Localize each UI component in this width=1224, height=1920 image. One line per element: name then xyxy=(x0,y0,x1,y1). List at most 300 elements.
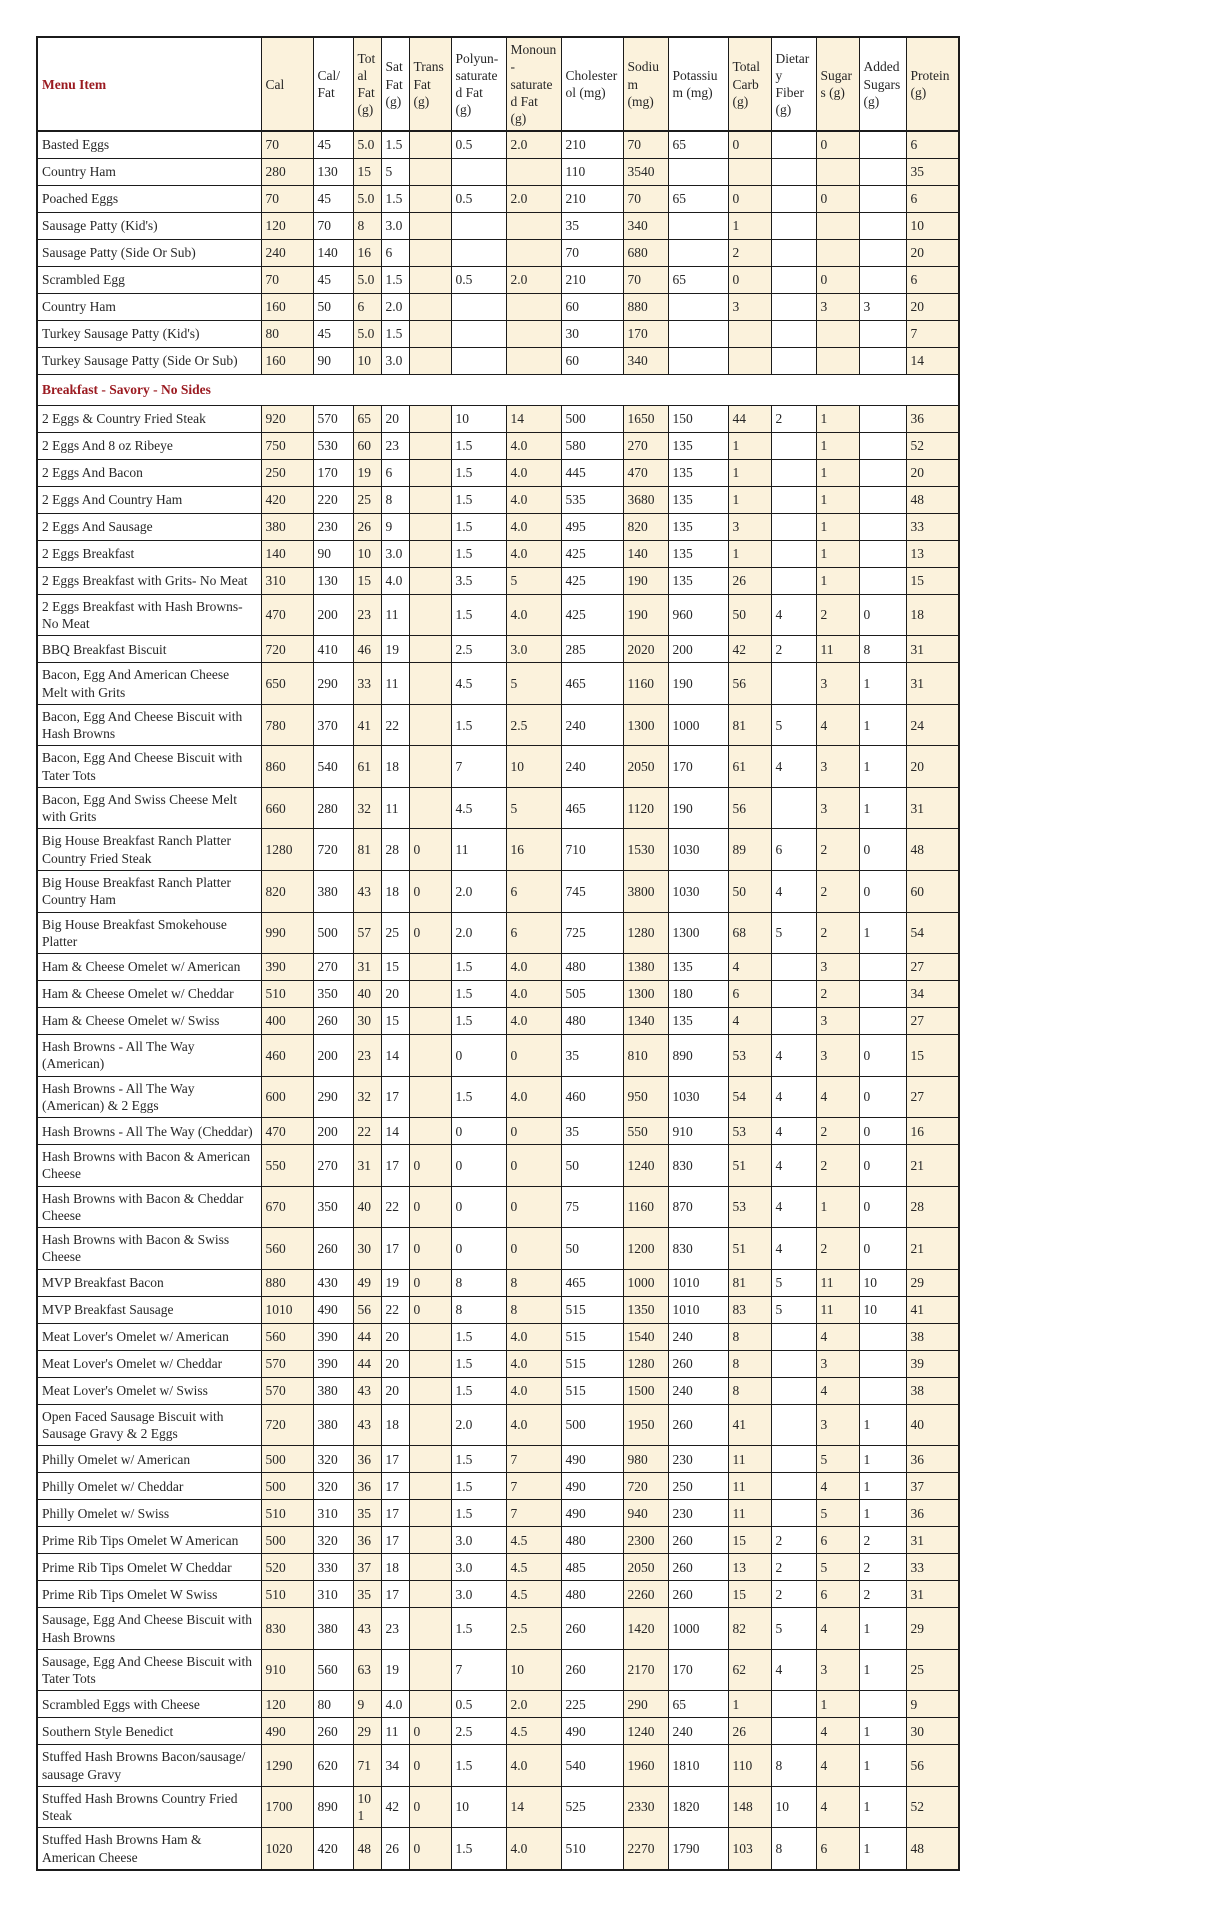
value-cell: 515 xyxy=(561,1323,623,1350)
table-row xyxy=(37,1008,959,1035)
value-cell: 270 xyxy=(313,954,353,981)
menu-item-cell: Sausage, Egg And Cheese Biscuit with Hash Browns xyxy=(37,1608,261,1650)
value-cell: 720 xyxy=(261,1404,313,1446)
value-cell: 1 xyxy=(859,1786,906,1828)
value-cell: 4.0 xyxy=(506,1350,561,1377)
value-cell: 8 xyxy=(859,636,906,663)
value-cell: 1 xyxy=(728,486,771,513)
value-cell: 160 xyxy=(261,347,313,374)
value-cell: 20 xyxy=(381,981,409,1008)
value-cell: 4 xyxy=(771,746,816,788)
value-cell: 570 xyxy=(261,1350,313,1377)
value-cell: 4 xyxy=(771,1076,816,1118)
menu-item-cell: Basted Eggs xyxy=(37,131,261,158)
value-cell xyxy=(771,513,816,540)
menu-item-cell: Meat Lover's Omelet w/ American xyxy=(37,1323,261,1350)
value-cell: 260 xyxy=(668,1350,728,1377)
menu-item-cell: Meat Lover's Omelet w/ Swiss xyxy=(37,1377,261,1404)
value-cell: 1 xyxy=(728,212,771,239)
value-cell: 425 xyxy=(561,594,623,636)
value-cell: 11 xyxy=(816,636,859,663)
value-cell: 4.0 xyxy=(506,486,561,513)
menu-item-cell: Prime Rib Tips Omelet W Swiss xyxy=(37,1581,261,1608)
value-cell: 3 xyxy=(728,293,771,320)
value-cell: 36 xyxy=(353,1446,381,1473)
value-cell: 0 xyxy=(816,266,859,293)
value-cell: 2.5 xyxy=(506,704,561,746)
value-cell xyxy=(771,1404,816,1446)
value-cell: 5 xyxy=(771,912,816,954)
value-cell: 290 xyxy=(623,1691,668,1718)
value-cell: 31 xyxy=(906,787,959,829)
value-cell: 1.5 xyxy=(451,704,506,746)
value-cell: 260 xyxy=(668,1581,728,1608)
value-cell: 4 xyxy=(816,1608,859,1650)
value-cell: 1.5 xyxy=(451,486,506,513)
value-cell xyxy=(771,1350,816,1377)
value-cell: 1 xyxy=(859,787,906,829)
menu-item-cell: Open Faced Sausage Biscuit with Sausage Gravy & 2 Eggs xyxy=(37,1404,261,1446)
menu-item-cell: Hash Browns - All The Way (American) & 2 Eggs xyxy=(37,1076,261,1118)
table-row xyxy=(37,513,959,540)
value-cell xyxy=(859,185,906,212)
value-cell: 53 xyxy=(728,1186,771,1228)
table-row xyxy=(37,1350,959,1377)
value-cell xyxy=(859,1691,906,1718)
value-cell: 210 xyxy=(561,185,623,212)
value-cell: 42 xyxy=(728,636,771,663)
value-cell: 4 xyxy=(771,1035,816,1077)
value-cell: 260 xyxy=(313,1718,353,1745)
value-cell: 4.5 xyxy=(506,1581,561,1608)
column-header: Sodium (mg) xyxy=(623,37,668,131)
value-cell: 230 xyxy=(668,1446,728,1473)
value-cell: 1000 xyxy=(623,1269,668,1296)
value-cell: 60 xyxy=(906,871,959,913)
value-cell xyxy=(771,459,816,486)
value-cell xyxy=(728,347,771,374)
value-cell: 6 xyxy=(906,185,959,212)
menu-item-cell: Bacon, Egg And Cheese Biscuit with Hash Browns xyxy=(37,704,261,746)
value-cell: 2.0 xyxy=(506,185,561,212)
value-cell: 3.0 xyxy=(381,212,409,239)
value-cell: 56 xyxy=(353,1296,381,1323)
value-cell: 25 xyxy=(353,486,381,513)
value-cell xyxy=(409,486,451,513)
value-cell: 8 xyxy=(728,1377,771,1404)
value-cell: 36 xyxy=(353,1473,381,1500)
value-cell xyxy=(859,405,906,432)
value-cell: 110 xyxy=(561,158,623,185)
value-cell: 1790 xyxy=(668,1828,728,1870)
value-cell: 10 xyxy=(451,1786,506,1828)
column-header: Protein (g) xyxy=(906,37,959,131)
value-cell: 82 xyxy=(728,1608,771,1650)
value-cell: 820 xyxy=(261,871,313,913)
value-cell: 41 xyxy=(906,1296,959,1323)
menu-item-cell: Ham & Cheese Omelet w/ American xyxy=(37,954,261,981)
value-cell: 28 xyxy=(381,829,409,871)
value-cell: 2 xyxy=(859,1554,906,1581)
value-cell xyxy=(668,320,728,347)
menu-item-cell: Country Ham xyxy=(37,293,261,320)
value-cell: 5.0 xyxy=(353,320,381,347)
value-cell: 0.5 xyxy=(451,266,506,293)
value-cell xyxy=(409,347,451,374)
value-cell: 1.5 xyxy=(451,432,506,459)
value-cell xyxy=(668,212,728,239)
value-cell: 1 xyxy=(859,912,906,954)
value-cell: 26 xyxy=(353,513,381,540)
value-cell: 38 xyxy=(906,1377,959,1404)
column-header: Cal xyxy=(261,37,313,131)
value-cell: 3.0 xyxy=(381,540,409,567)
value-cell: 22 xyxy=(381,1186,409,1228)
value-cell: 5 xyxy=(816,1446,859,1473)
value-cell: 10 xyxy=(859,1296,906,1323)
value-cell: 4 xyxy=(771,871,816,913)
value-cell: 4.0 xyxy=(506,1828,561,1870)
value-cell: 720 xyxy=(313,829,353,871)
menu-item-cell: Sausage Patty (Side Or Sub) xyxy=(37,239,261,266)
value-cell xyxy=(816,158,859,185)
value-cell xyxy=(409,1008,451,1035)
value-cell: 15 xyxy=(728,1581,771,1608)
value-cell: 4.0 xyxy=(506,1377,561,1404)
value-cell xyxy=(409,1500,451,1527)
value-cell: 20 xyxy=(381,405,409,432)
value-cell: 2 xyxy=(771,636,816,663)
value-cell: 2 xyxy=(816,594,859,636)
value-cell: 6 xyxy=(906,266,959,293)
value-cell: 0 xyxy=(506,1035,561,1077)
value-cell: 63 xyxy=(353,1649,381,1691)
value-cell: 4.0 xyxy=(506,954,561,981)
value-cell: 3540 xyxy=(623,158,668,185)
value-cell: 1.5 xyxy=(451,1473,506,1500)
value-cell: 1950 xyxy=(623,1404,668,1446)
value-cell: 31 xyxy=(906,636,959,663)
value-cell xyxy=(506,239,561,266)
menu-item-cell: BBQ Breakfast Biscuit xyxy=(37,636,261,663)
value-cell: 1 xyxy=(816,513,859,540)
value-cell: 53 xyxy=(728,1035,771,1077)
table-row xyxy=(37,1076,959,1118)
value-cell: 0 xyxy=(859,1118,906,1145)
value-cell: 4 xyxy=(771,1118,816,1145)
menu-item-cell: Turkey Sausage Patty (Kid's) xyxy=(37,320,261,347)
value-cell: 27 xyxy=(906,1008,959,1035)
value-cell: 890 xyxy=(668,1035,728,1077)
value-cell: 80 xyxy=(313,1691,353,1718)
menu-item-cell: 2 Eggs And Country Ham xyxy=(37,486,261,513)
table-row xyxy=(37,459,959,486)
value-cell xyxy=(859,981,906,1008)
value-cell: 410 xyxy=(313,636,353,663)
value-cell: 1160 xyxy=(623,663,668,705)
value-cell: 44 xyxy=(353,1350,381,1377)
value-cell: 45 xyxy=(313,131,353,158)
value-cell: 1 xyxy=(859,1828,906,1870)
value-cell: 2 xyxy=(771,1527,816,1554)
value-cell: 200 xyxy=(313,1035,353,1077)
value-cell: 61 xyxy=(728,746,771,788)
value-cell: 41 xyxy=(728,1404,771,1446)
value-cell: 11 xyxy=(381,594,409,636)
value-cell: 3 xyxy=(816,1649,859,1691)
value-cell: 3.0 xyxy=(451,1554,506,1581)
value-cell: 2.0 xyxy=(451,1404,506,1446)
table-row xyxy=(37,1296,959,1323)
value-cell: 5 xyxy=(506,663,561,705)
value-cell: 420 xyxy=(261,486,313,513)
table-row xyxy=(37,1269,959,1296)
value-cell: 0 xyxy=(451,1118,506,1145)
value-cell: 31 xyxy=(906,1581,959,1608)
value-cell: 120 xyxy=(261,1691,313,1718)
value-cell: 720 xyxy=(261,636,313,663)
value-cell: 210 xyxy=(561,266,623,293)
value-cell: 0 xyxy=(816,131,859,158)
table-row xyxy=(37,787,959,829)
value-cell: 41 xyxy=(353,704,381,746)
value-cell xyxy=(506,293,561,320)
value-cell: 7 xyxy=(506,1473,561,1500)
value-cell: 200 xyxy=(668,636,728,663)
value-cell: 1.5 xyxy=(451,594,506,636)
value-cell: 39 xyxy=(906,1350,959,1377)
value-cell: 680 xyxy=(623,239,668,266)
value-cell: 860 xyxy=(261,746,313,788)
value-cell: 27 xyxy=(906,1076,959,1118)
value-cell: 18 xyxy=(381,746,409,788)
value-cell: 1030 xyxy=(668,1076,728,1118)
value-cell xyxy=(451,212,506,239)
value-cell: 5 xyxy=(771,704,816,746)
table-row xyxy=(37,663,959,705)
menu-item-cell: Scrambled Eggs with Cheese xyxy=(37,1691,261,1718)
value-cell xyxy=(668,347,728,374)
value-cell: 4.0 xyxy=(506,540,561,567)
value-cell: 1 xyxy=(859,1500,906,1527)
value-cell: 600 xyxy=(261,1076,313,1118)
value-cell xyxy=(409,1350,451,1377)
value-cell: 34 xyxy=(381,1745,409,1787)
table-row xyxy=(37,266,959,293)
value-cell: 4 xyxy=(816,1718,859,1745)
value-cell: 3 xyxy=(728,513,771,540)
value-cell: 5.0 xyxy=(353,131,381,158)
table-row xyxy=(37,1377,959,1404)
value-cell: 230 xyxy=(668,1500,728,1527)
value-cell: 8 xyxy=(728,1323,771,1350)
value-cell: 580 xyxy=(561,432,623,459)
value-cell: 310 xyxy=(261,567,313,594)
value-cell: 135 xyxy=(668,486,728,513)
value-cell: 1.5 xyxy=(381,266,409,293)
value-cell: 2 xyxy=(728,239,771,266)
value-cell: 25 xyxy=(906,1649,959,1691)
value-cell: 4.5 xyxy=(506,1718,561,1745)
value-cell: 390 xyxy=(313,1350,353,1377)
value-cell: 2 xyxy=(771,1554,816,1581)
table-row xyxy=(37,1228,959,1270)
value-cell xyxy=(771,239,816,266)
value-cell: 56 xyxy=(728,787,771,829)
value-cell: 6 xyxy=(816,1828,859,1870)
table-row xyxy=(37,1527,959,1554)
value-cell: 52 xyxy=(906,432,959,459)
column-header: Total Carb (g) xyxy=(728,37,771,131)
table-row xyxy=(37,185,959,212)
value-cell: 32 xyxy=(353,787,381,829)
value-cell: 1.5 xyxy=(451,540,506,567)
value-cell: 6 xyxy=(353,293,381,320)
value-cell: 45 xyxy=(313,185,353,212)
table-row xyxy=(37,746,959,788)
value-cell: 15 xyxy=(728,1527,771,1554)
table-row xyxy=(37,1473,959,1500)
value-cell: 870 xyxy=(668,1186,728,1228)
value-cell: 445 xyxy=(561,459,623,486)
value-cell xyxy=(859,540,906,567)
value-cell: 1000 xyxy=(668,704,728,746)
menu-item-cell: Philly Omelet w/ Cheddar xyxy=(37,1473,261,1500)
menu-item-cell: Meat Lover's Omelet w/ Cheddar xyxy=(37,1350,261,1377)
value-cell xyxy=(859,266,906,293)
value-cell: 1.5 xyxy=(451,1076,506,1118)
value-cell xyxy=(409,131,451,158)
value-cell: 560 xyxy=(313,1649,353,1691)
value-cell: 520 xyxy=(261,1554,313,1581)
value-cell: 3 xyxy=(816,1008,859,1035)
table-row xyxy=(37,1581,959,1608)
value-cell: 1010 xyxy=(668,1296,728,1323)
value-cell: 0 xyxy=(728,266,771,293)
value-cell: 1280 xyxy=(623,1350,668,1377)
value-cell: 1820 xyxy=(668,1786,728,1828)
value-cell: 380 xyxy=(261,513,313,540)
value-cell: 490 xyxy=(313,1296,353,1323)
menu-item-cell: Bacon, Egg And American Cheese Melt with Grits xyxy=(37,663,261,705)
value-cell xyxy=(771,131,816,158)
value-cell: 22 xyxy=(381,1296,409,1323)
value-cell xyxy=(668,239,728,266)
value-cell: 4.0 xyxy=(381,567,409,594)
value-cell: 0 xyxy=(728,131,771,158)
value-cell xyxy=(771,1718,816,1745)
value-cell: 0 xyxy=(816,185,859,212)
value-cell: 2020 xyxy=(623,636,668,663)
value-cell: 490 xyxy=(561,1473,623,1500)
value-cell: 18 xyxy=(381,1554,409,1581)
value-cell xyxy=(816,347,859,374)
value-cell: 1500 xyxy=(623,1377,668,1404)
value-cell: 16 xyxy=(906,1118,959,1145)
value-cell: 1 xyxy=(859,704,906,746)
value-cell: 170 xyxy=(668,746,728,788)
value-cell: 23 xyxy=(381,1608,409,1650)
value-cell: 940 xyxy=(623,1500,668,1527)
value-cell: 14 xyxy=(906,347,959,374)
value-cell: 3 xyxy=(816,663,859,705)
value-cell: 750 xyxy=(261,432,313,459)
value-cell xyxy=(859,567,906,594)
value-cell xyxy=(409,1473,451,1500)
value-cell: 4 xyxy=(816,704,859,746)
value-cell: 1160 xyxy=(623,1186,668,1228)
value-cell: 101 xyxy=(353,1786,381,1828)
value-cell: 35 xyxy=(906,158,959,185)
menu-item-cell: Stuffed Hash Browns Bacon/sausage/ sausage Gravy xyxy=(37,1745,261,1787)
value-cell: 285 xyxy=(561,636,623,663)
value-cell: 4.0 xyxy=(506,594,561,636)
value-cell: 5 xyxy=(771,1296,816,1323)
value-cell: 21 xyxy=(906,1145,959,1187)
table-header xyxy=(37,37,959,131)
value-cell: 2.5 xyxy=(451,1718,506,1745)
value-cell: 5 xyxy=(771,1608,816,1650)
value-cell: 52 xyxy=(906,1786,959,1828)
value-cell: 48 xyxy=(906,1828,959,1870)
value-cell: 28 xyxy=(906,1186,959,1228)
value-cell: 370 xyxy=(313,704,353,746)
value-cell: 4.0 xyxy=(506,981,561,1008)
menu-item-cell: Country Ham xyxy=(37,158,261,185)
value-cell: 1010 xyxy=(668,1269,728,1296)
column-header: Added Sugars (g) xyxy=(859,37,906,131)
value-cell: 4 xyxy=(728,954,771,981)
value-cell: 10 xyxy=(353,540,381,567)
value-cell: 570 xyxy=(261,1377,313,1404)
value-cell: 70 xyxy=(261,266,313,293)
value-cell: 780 xyxy=(261,704,313,746)
value-cell: 0 xyxy=(451,1145,506,1187)
value-cell xyxy=(409,1076,451,1118)
value-cell: 80 xyxy=(261,320,313,347)
value-cell: 270 xyxy=(313,1145,353,1187)
table-row xyxy=(37,212,959,239)
value-cell xyxy=(771,1008,816,1035)
value-cell: 65 xyxy=(353,405,381,432)
column-header: Cal/ Fat xyxy=(313,37,353,131)
value-cell: 23 xyxy=(353,1035,381,1077)
value-cell: 10 xyxy=(906,212,959,239)
value-cell: 71 xyxy=(353,1745,381,1787)
value-cell: 135 xyxy=(668,540,728,567)
value-cell: 2 xyxy=(816,912,859,954)
value-cell: 4 xyxy=(771,1145,816,1187)
value-cell: 390 xyxy=(261,954,313,981)
value-cell: 0.5 xyxy=(451,131,506,158)
value-cell xyxy=(859,131,906,158)
value-cell: 6 xyxy=(506,912,561,954)
value-cell: 1 xyxy=(728,1691,771,1718)
value-cell: 4.0 xyxy=(506,513,561,540)
value-cell: 6 xyxy=(816,1527,859,1554)
value-cell xyxy=(771,663,816,705)
value-cell: 4.0 xyxy=(506,459,561,486)
value-cell: 430 xyxy=(313,1269,353,1296)
nutrition-table xyxy=(36,36,960,1871)
value-cell: 17 xyxy=(381,1145,409,1187)
value-cell: 510 xyxy=(561,1828,623,1870)
value-cell: 1.5 xyxy=(381,320,409,347)
value-cell: 7 xyxy=(506,1500,561,1527)
value-cell: 19 xyxy=(381,636,409,663)
value-cell: 2.0 xyxy=(451,871,506,913)
value-cell: 4.5 xyxy=(506,1554,561,1581)
